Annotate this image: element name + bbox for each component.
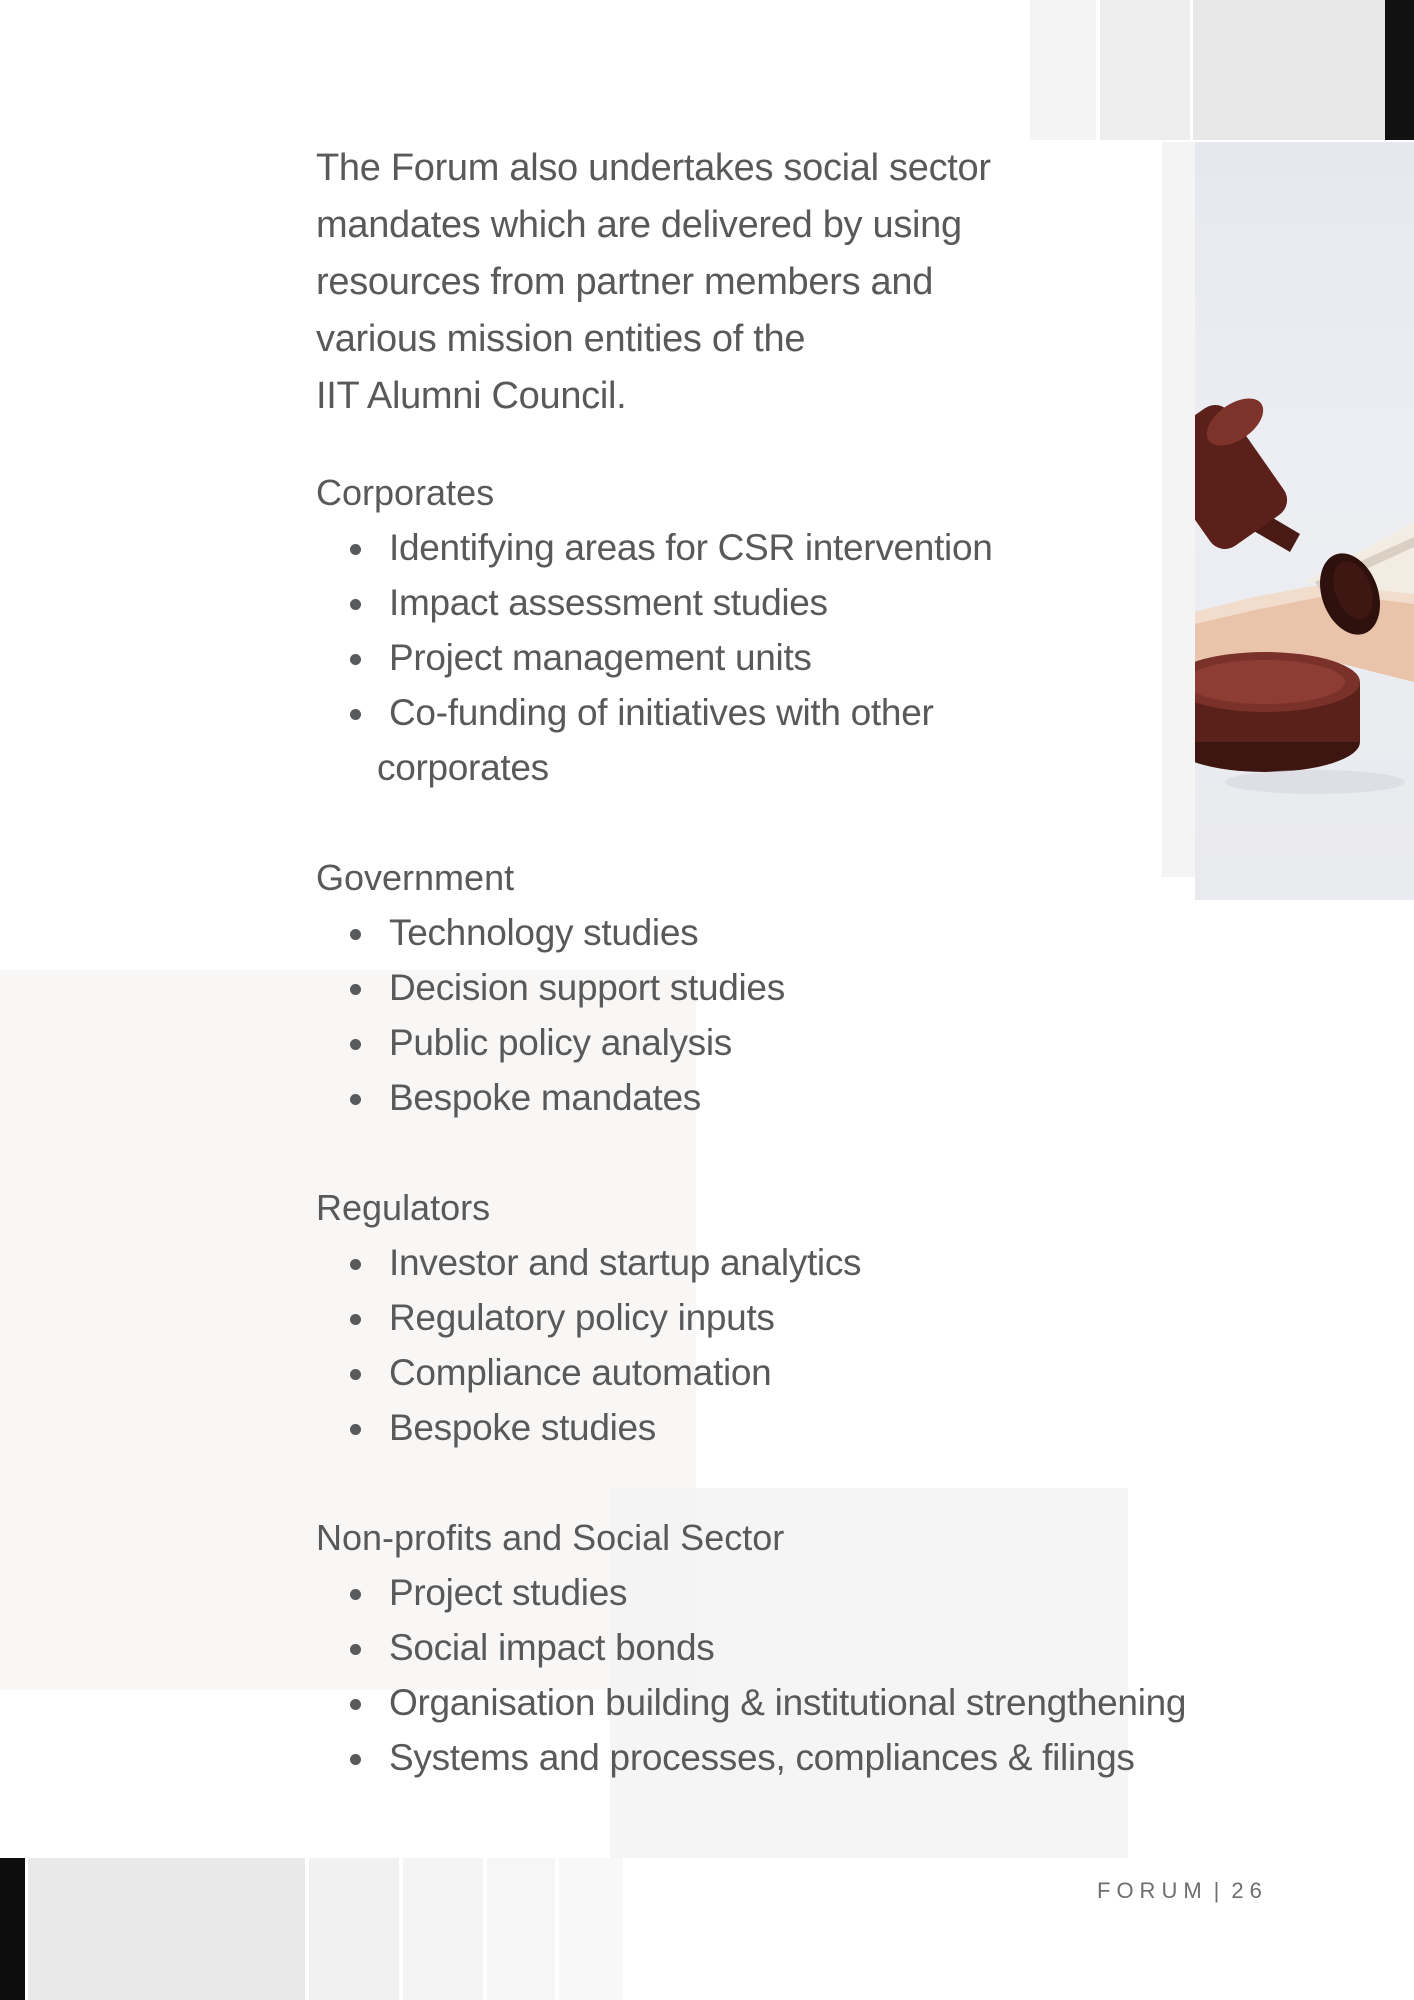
decor-block <box>1030 0 1096 140</box>
decor-block <box>309 1858 399 2000</box>
decor-block-dark <box>1385 0 1414 140</box>
footer-separator: | <box>1213 1878 1226 1903</box>
list-item: Organisation building & institutional strengthening <box>316 1675 1236 1730</box>
list-item: Impact assessment studies <box>316 575 1236 630</box>
list-item: Compliance automation <box>316 1345 1236 1400</box>
bullet-list <box>316 1235 1236 1455</box>
footer-label: FORUM <box>1097 1878 1208 1903</box>
bullet-list <box>316 1565 1236 1785</box>
section-title: Non-profits and Social Sector <box>316 1517 785 1558</box>
list-item <box>316 685 1236 795</box>
list-item: Systems and processes, compliances & filings <box>316 1730 1236 1785</box>
section-corporates <box>316 465 1236 795</box>
list-item: Social impact bonds <box>316 1620 1236 1675</box>
page-footer <box>1097 1878 1268 1904</box>
section-nonprofits <box>316 1510 1236 1785</box>
section-title: Regulators <box>316 1187 491 1228</box>
section-title: Corporates <box>316 472 495 513</box>
section-title: Government <box>316 857 515 898</box>
list-item: Project studies <box>316 1565 1236 1620</box>
decor-block <box>1193 0 1385 140</box>
intro-line: resources from partner members and <box>316 261 934 303</box>
bullet-list <box>316 905 1236 1125</box>
list-item: Project management units <box>316 630 1236 685</box>
list-item: Bespoke studies <box>316 1400 1236 1455</box>
main-content <box>316 140 1236 1840</box>
page-number: 26 <box>1231 1878 1268 1903</box>
list-item: Identifying areas for CSR intervention <box>316 520 1236 575</box>
decor-block <box>1100 0 1190 140</box>
bullet-list <box>316 520 1236 795</box>
list-item: Regulatory policy inputs <box>316 1290 1236 1345</box>
list-item-line: corporates <box>377 747 549 788</box>
decor-block-dark <box>0 1858 25 2000</box>
list-item: Bespoke mandates <box>316 1070 1236 1125</box>
section-government <box>316 850 1236 1125</box>
intro-line: IIT Alumni Council. <box>316 375 627 417</box>
list-item: Investor and startup analytics <box>316 1235 1236 1290</box>
intro-line: The Forum also undertakes social sector <box>316 147 991 189</box>
decor-block <box>559 1858 623 2000</box>
list-item: Public policy analysis <box>316 1015 1236 1070</box>
decor-block <box>28 1858 305 2000</box>
section-regulators <box>316 1180 1236 1455</box>
list-item: Technology studies <box>316 905 1236 960</box>
intro-line: various mission entities of the <box>316 318 806 360</box>
intro-paragraph <box>316 140 1236 425</box>
intro-line: mandates which are delivered by using <box>316 204 962 246</box>
list-item-line: Co-funding of initiatives with other <box>389 692 934 733</box>
decor-block <box>403 1858 483 2000</box>
list-item: Decision support studies <box>316 960 1236 1015</box>
decor-block <box>487 1858 555 2000</box>
